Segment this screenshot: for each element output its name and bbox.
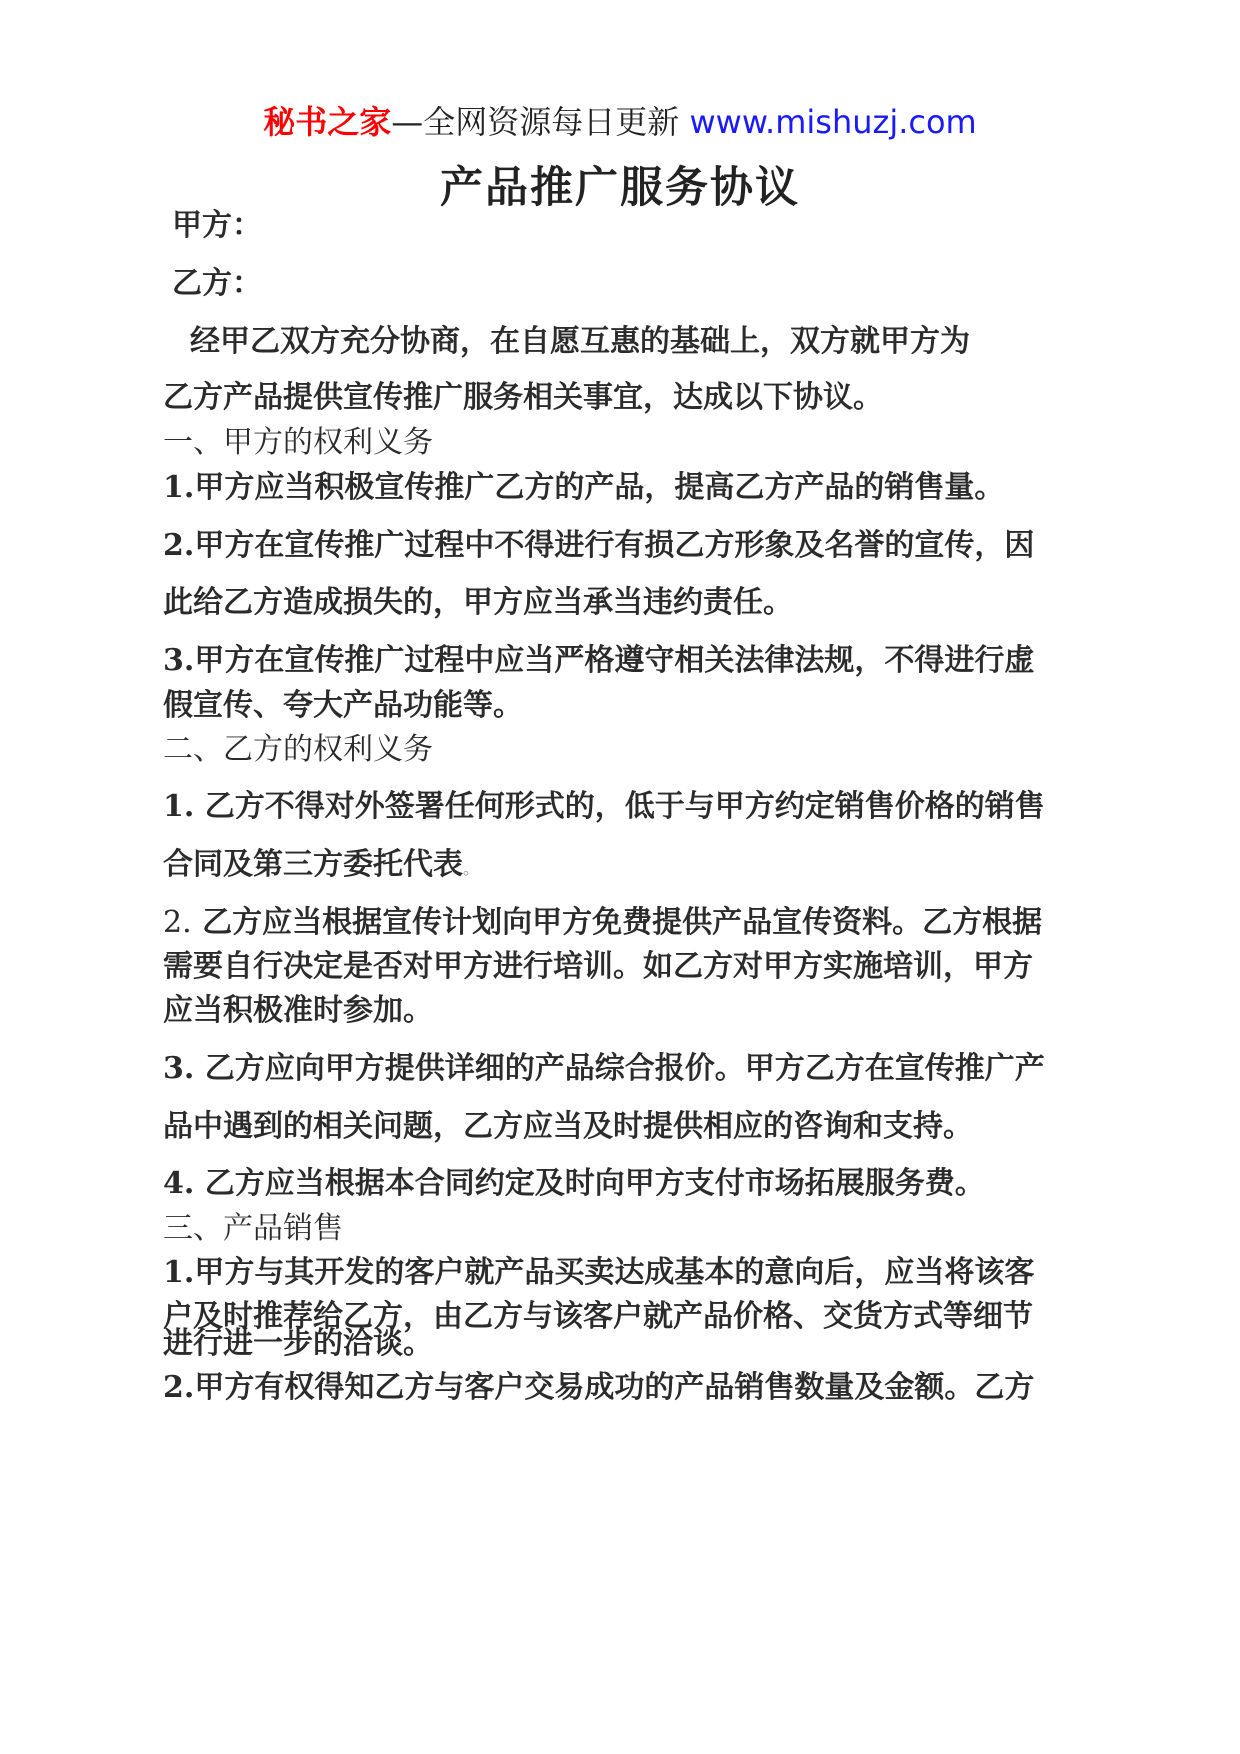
clause-line: 4. 乙方应当根据本合同约定及时向甲方支付市场拓展服务费。 bbox=[163, 1166, 985, 1201]
site-header bbox=[0, 100, 1240, 144]
section-heading-sales: 三、产品销售 bbox=[163, 1211, 343, 1246]
party-a-label: 甲方： bbox=[172, 208, 262, 243]
clause-end-mark: 。 bbox=[463, 859, 480, 878]
intro-paragraph-line: 经甲乙双方充分协商，在自愿互惠的基础上，双方就甲方为 bbox=[190, 324, 970, 359]
clause-line: 1.甲方与其开发的客户就产品买卖达成基本的意向后，应当将该客 bbox=[163, 1255, 1035, 1290]
clause-line bbox=[163, 903, 1083, 943]
clause-line: 假宣传、夸大产品功能等。 bbox=[163, 688, 523, 723]
clause-line: 进行进一步的洽谈。 bbox=[163, 1326, 433, 1361]
clause-line: 1.甲方应当积极宣传推广乙方的产品，提高乙方产品的销售量。 bbox=[163, 470, 1005, 505]
clause-text: 乙方应当根据宣传计划向甲方免费提供产品宣传资料。乙方根据 bbox=[191, 905, 1043, 940]
header-slogan: —全网资源每日更新 bbox=[391, 103, 680, 141]
clause-line: 户及时推荐给乙方，由乙方与该客户就产品价格、交货方式等细节 bbox=[163, 1299, 1033, 1334]
brand-name: 秘书之家 bbox=[263, 103, 392, 141]
clause-line: 需要自行决定是否对甲方进行培训。如乙方对甲方实施培训，甲方 bbox=[163, 949, 1033, 984]
document-title: 产品推广服务协议 bbox=[440, 163, 800, 213]
clause-line: 2.甲方在宣传推广过程中不得进行有损乙方形象及名誉的宣传，因 bbox=[163, 528, 1035, 563]
clause-line: 此给乙方造成损失的，甲方应当承当违约责任。 bbox=[163, 585, 793, 620]
clause-line: 1. 乙方不得对外签署任何形式的，低于与甲方约定销售价格的销售 bbox=[163, 789, 1045, 824]
clause-text: 合同及第三方委托代表 bbox=[163, 847, 463, 882]
section-heading-party-a: 一、甲方的权利义务 bbox=[163, 425, 433, 460]
clause-line: 3. 乙方应向甲方提供详细的产品综合报价。甲方乙方在宣传推广产 bbox=[163, 1051, 1045, 1086]
clause-line: 3.甲方在宣传推广过程中应当严格遵守相关法律法规，不得进行虚 bbox=[163, 643, 1035, 678]
clause-number: 2. bbox=[163, 905, 192, 940]
site-url-link[interactable]: www.mishuzj.com bbox=[689, 103, 977, 141]
clause-line: 应当积极准时参加。 bbox=[163, 993, 433, 1028]
section-heading-party-b: 二、乙方的权利义务 bbox=[163, 732, 433, 767]
intro-paragraph-line: 乙方产品提供宣传推广服务相关事宜，达成以下协议。 bbox=[163, 380, 883, 415]
clause-line: 品中遇到的相关问题，乙方应当及时提供相应的咨询和支持。 bbox=[163, 1109, 973, 1144]
clause-line: 2.甲方有权得知乙方与客户交易成功的产品销售数量及金额。乙方 bbox=[163, 1370, 1035, 1405]
party-b-label: 乙方： bbox=[172, 266, 262, 301]
clause-line bbox=[163, 845, 1083, 889]
